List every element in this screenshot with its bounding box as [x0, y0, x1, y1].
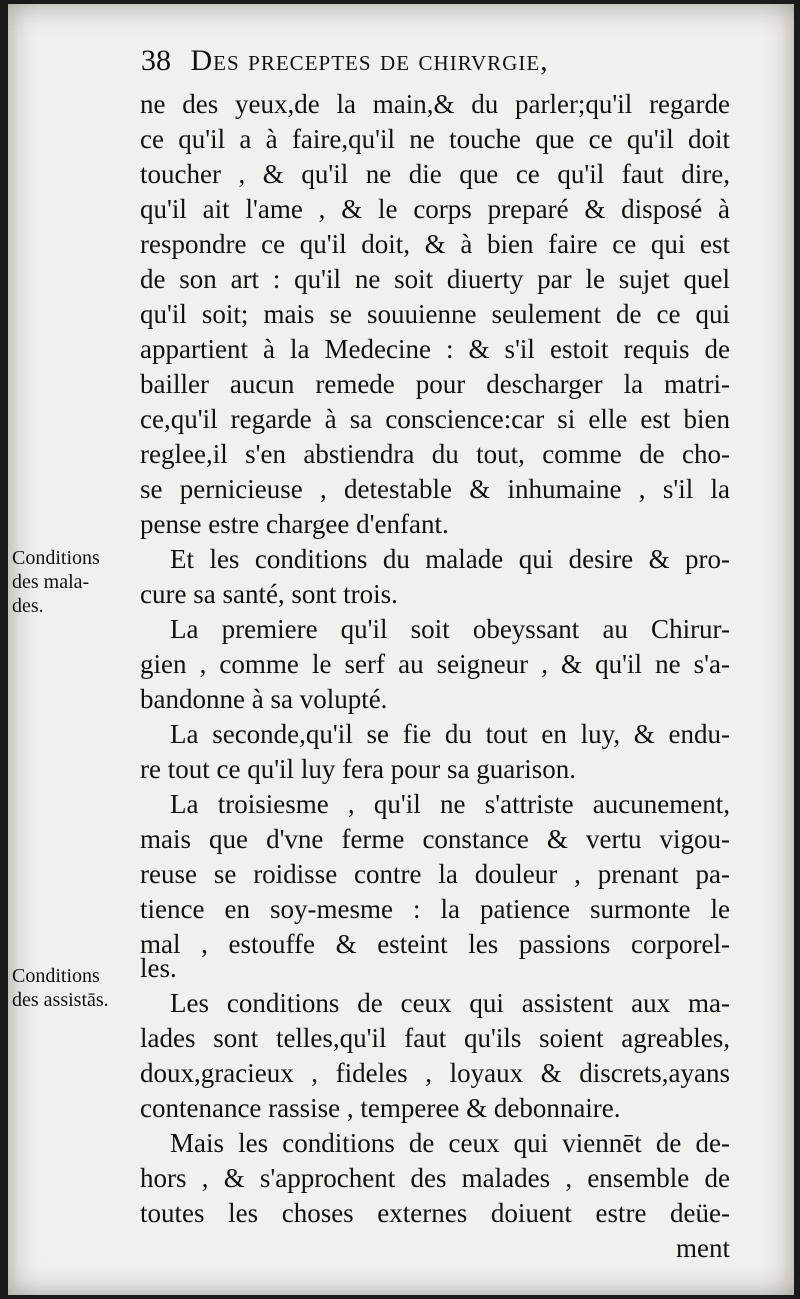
text-line: appartient à la Medecine : & s'il estoit requis de [140, 334, 730, 364]
text-line: ne des yeux,de la main,& du parler;qu'il regarde [140, 89, 730, 119]
text-line: La seconde,qu'il se fie du tout en luy, & endu- [170, 719, 730, 749]
text-line: se pernicieuse , detestable & inhumaine , s'il la [140, 474, 730, 504]
margin-note-line: des assistās. [12, 989, 109, 1011]
text-line: contenance rassise , temperee & debonnaire. [140, 1093, 621, 1123]
text-line: mais que d'vne ferme constance & vertu vigou- [140, 824, 730, 854]
book-page [8, 4, 794, 1295]
text-line: La premiere qu'il soit obeyssant au Chirur- [170, 614, 730, 644]
text-line: bailler aucun remede pour descharger la matri- [140, 369, 730, 399]
text-line: cure sa santé, sont trois. [140, 579, 398, 609]
text-line: les. [140, 953, 177, 983]
margin-note-line: Conditions [12, 547, 100, 569]
text-line: gien , comme le serf au seigneur , & qu'il ne s'a- [140, 649, 730, 679]
text-line: mal , estouffe & esteint les passions corporel- [140, 929, 730, 959]
margin-note [12, 546, 134, 618]
text-line: reuse se roidisse contre la douleur , prenant pa- [140, 859, 730, 889]
text-line: doux,gracieux , fideles , loyaux & discrets,ayans [140, 1058, 730, 1088]
text-line: respondre ce qu'il doit, & à bien faire ce qui est [140, 229, 730, 259]
margin-note [12, 964, 134, 1012]
margin-note-line: des mala- [12, 571, 90, 593]
text-line: La troisiesme , qu'il ne s'attriste aucunement, [170, 789, 730, 819]
text-line: toutes les choses externes doiuent estre deüe- [140, 1198, 730, 1228]
text-line: qu'il ait l'ame , & le corps preparé & disposé à [140, 194, 730, 224]
text-line: tience en soy-mesme : la patience surmonte le [140, 894, 730, 924]
text-line: ce,qu'il regarde à sa conscience:car si elle est bien [140, 404, 730, 434]
text-line: hors , & s'approchent des malades , ensemble de [140, 1163, 730, 1193]
running-header [141, 44, 741, 84]
text-line: pense estre chargee d'enfant. [140, 509, 449, 539]
text-line: de son art : qu'il ne soit diuerty par le sujet quel [140, 264, 730, 294]
text-line: reglee,il s'en abstiendra du tout, comme de cho- [140, 439, 730, 469]
text-line: ment [676, 1233, 730, 1263]
margin-note-line: des. [12, 595, 44, 617]
text-line: toucher , & qu'il ne die que ce qu'il faut dire, [140, 159, 730, 189]
running-title: Des preceptes de chirvrgie, [190, 44, 549, 77]
text-line: re tout ce qu'il luy fera pour sa guarison. [140, 754, 576, 784]
text-line: ce qu'il a à faire,qu'il ne touche que ce qu'il doit [140, 124, 730, 154]
text-line: Les conditions de ceux qui assistent aux ma- [170, 988, 730, 1018]
text-line: Et les conditions du malade qui desire & pro- [170, 544, 730, 574]
margin-note-line: Conditions [12, 965, 100, 987]
text-line: Mais les conditions de ceux qui viennēt de de- [170, 1128, 730, 1158]
page-number: 38 [141, 44, 171, 77]
text-line: bandonne à sa volupté. [140, 684, 388, 714]
text-line: qu'il soit; mais se souuienne seulement de ce qui [140, 299, 730, 329]
text-line: lades sont telles,qu'il faut qu'ils soient agreables, [140, 1023, 730, 1053]
